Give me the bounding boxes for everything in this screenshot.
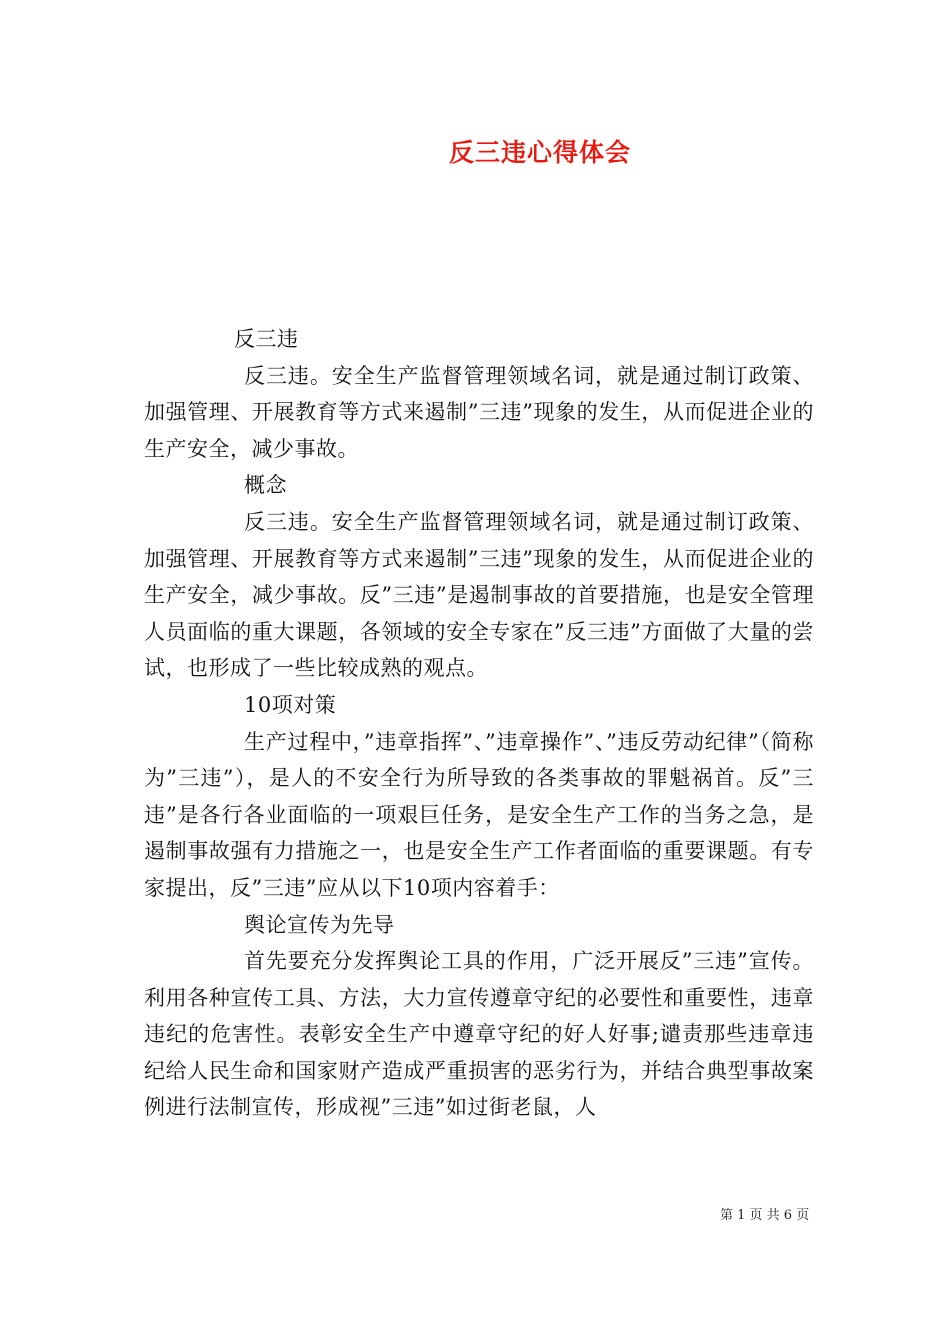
document-body	[144, 321, 814, 1126]
section-heading-publicity: 舆论宣传为先导	[244, 912, 395, 937]
paragraph-concept: 反三违。安全生产监督管理领域名词，就是通过制订政策、加强管理、开展教育等方式来遏制”三违”现象的发生，从而促进企业的生产安全，减少事故。反”三违”是遏制事故的首要措施，也是安全管理人员面临的重大课题，各领域的安全专家在”反三违”方面做了大量的尝试，也形成了一些比较成熟的观点。	[144, 509, 814, 681]
paragraph-intro: 反三违。安全生产监督管理领域名词，就是通过制订政策、加强管理、开展教育等方式来遏制”三违”现象的发生，从而促进企业的生产安全，减少事故。	[144, 363, 814, 461]
paragraph-publicity: 首先要充分发挥舆论工具的作用，广泛开展反”三违”宣传。利用各种宣传工具、方法，大力宣传遵章守纪的必要性和重要性，违章违纪的危害性。表彰安全生产中遵章守纪的好人好事;谴责那些违章违纪给人民生命和国家财产造成严重损害的恶劣行为，并结合典型事故案例进行法制宣传，形成视”三违”如过街老鼠，人	[144, 949, 814, 1120]
section-heading-measures: 10项对策	[244, 692, 337, 717]
section-heading-fansanwei: 反三违	[234, 327, 299, 351]
page-number: 第 1 页 共 6 页	[720, 1208, 810, 1223]
section-heading-concept: 概念	[244, 473, 287, 498]
paragraph-measures: 生产过程中，”违章指挥”、”违章操作”、”违反劳动纪律”（简称为”三违”），是人的不安全行为所导致的各类事故的罪魁祸首。反”三违”是各行各业面临的一项艰巨任务，是安全生产工作的当务之急，是遏制事故强有力措施之一，也是安全生产工作者面临的重要课题。有专家提出，反”三违”应从以下10项内容着手：	[144, 729, 814, 900]
document-title: 反三违心得体会	[448, 138, 631, 167]
